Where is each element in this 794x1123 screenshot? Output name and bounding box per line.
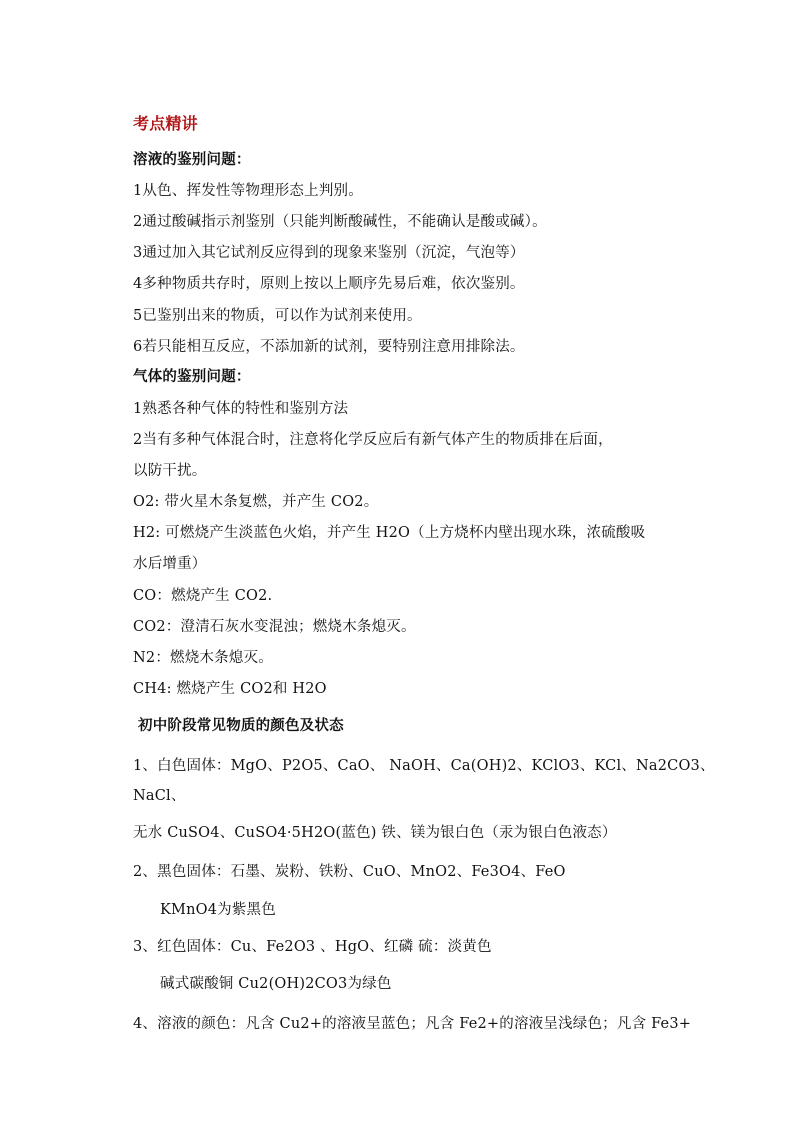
gas-h2b: 水后增重） bbox=[133, 556, 207, 572]
colors-black-b: KMnO4为紫黑色 bbox=[160, 902, 276, 918]
solution-item-3: 3通过加入其它试剂反应得到的现象来鉴别（沉淀，气泡等） bbox=[133, 245, 525, 261]
solution-item-6: 6若只能相互反应，不添加新的试剂，要特别注意用排除法。 bbox=[133, 339, 525, 355]
colors-red-a: 3、红色固体：Cu、Fe2O3 、HgO、红磷 硫：淡黄色 bbox=[133, 939, 492, 955]
solution-heading: 溶液的鉴别问题： bbox=[133, 151, 251, 168]
colors-white-c: 无水 CuSO4、CuSO4·5H2O(蓝色) 铁、镁为银白色（汞为银白色液态） bbox=[133, 825, 617, 841]
gas-heading: 气体的鉴别问题： bbox=[133, 368, 251, 385]
gas-o2: O2: 带火星木条复燃，并产生 CO2。 bbox=[133, 494, 379, 510]
solution-item-2: 2通过酸碱指示剂鉴别（只能判断酸碱性，不能确认是酸或碱）。 bbox=[133, 214, 547, 230]
colors-white-b: NaCl、 bbox=[133, 788, 186, 804]
solution-item-4: 4多种物质共存时，原则上按以上顺序先易后难，依次鉴别。 bbox=[133, 276, 525, 292]
gas-item-2b: 以防干扰。 bbox=[133, 463, 207, 479]
solution-item-5: 5已鉴别出来的物质，可以作为试剂来使用。 bbox=[133, 308, 422, 324]
gas-h2a: H2: 可燃烧产生淡蓝色火焰，并产生 H2O（上方烧杯内壁出现水珠，浓硫酸吸 bbox=[133, 525, 646, 541]
colors-black-a: 2、黑色固体：石墨、炭粉、铁粉、CuO、MnO2、Fe3O4、FeO bbox=[133, 864, 566, 880]
colors-heading: 初中阶段常见物质的颜色及状态 bbox=[138, 717, 344, 734]
section-title: 考点精讲 bbox=[133, 114, 198, 133]
colors-white-a: 1、白色固体：MgO、P2O5、CaO、 NaOH、Ca(OH)2、KClO3、KCl、Na2CO3、 bbox=[133, 758, 715, 774]
gas-item-1: 1熟悉各种气体的特性和鉴别方法 bbox=[133, 401, 349, 417]
solution-item-1: 1从色、挥发性等物理形态上判别。 bbox=[133, 183, 363, 199]
colors-solution: 4、溶液的颜色：凡含 Cu2+的溶液呈蓝色；凡含 Fe2+的溶液呈浅绿色；凡含 Fe3+ bbox=[133, 1016, 692, 1032]
colors-red-b: 碱式碳酸铜 Cu2(OH)2CO3为绿色 bbox=[160, 976, 392, 992]
gas-item-2a: 2当有多种气体混合时，注意将化学反应后有新气体产生的物质排在后面， bbox=[133, 432, 613, 448]
gas-n2: N2：燃烧木条熄灭。 bbox=[133, 650, 273, 666]
gas-ch4: CH4: 燃烧产生 CO2和 H2O bbox=[133, 681, 327, 697]
gas-co2: CO2：澄清石灰水变混浊；燃烧木条熄灭。 bbox=[133, 619, 416, 635]
gas-co: CO：燃烧产生 CO2. bbox=[133, 588, 273, 604]
